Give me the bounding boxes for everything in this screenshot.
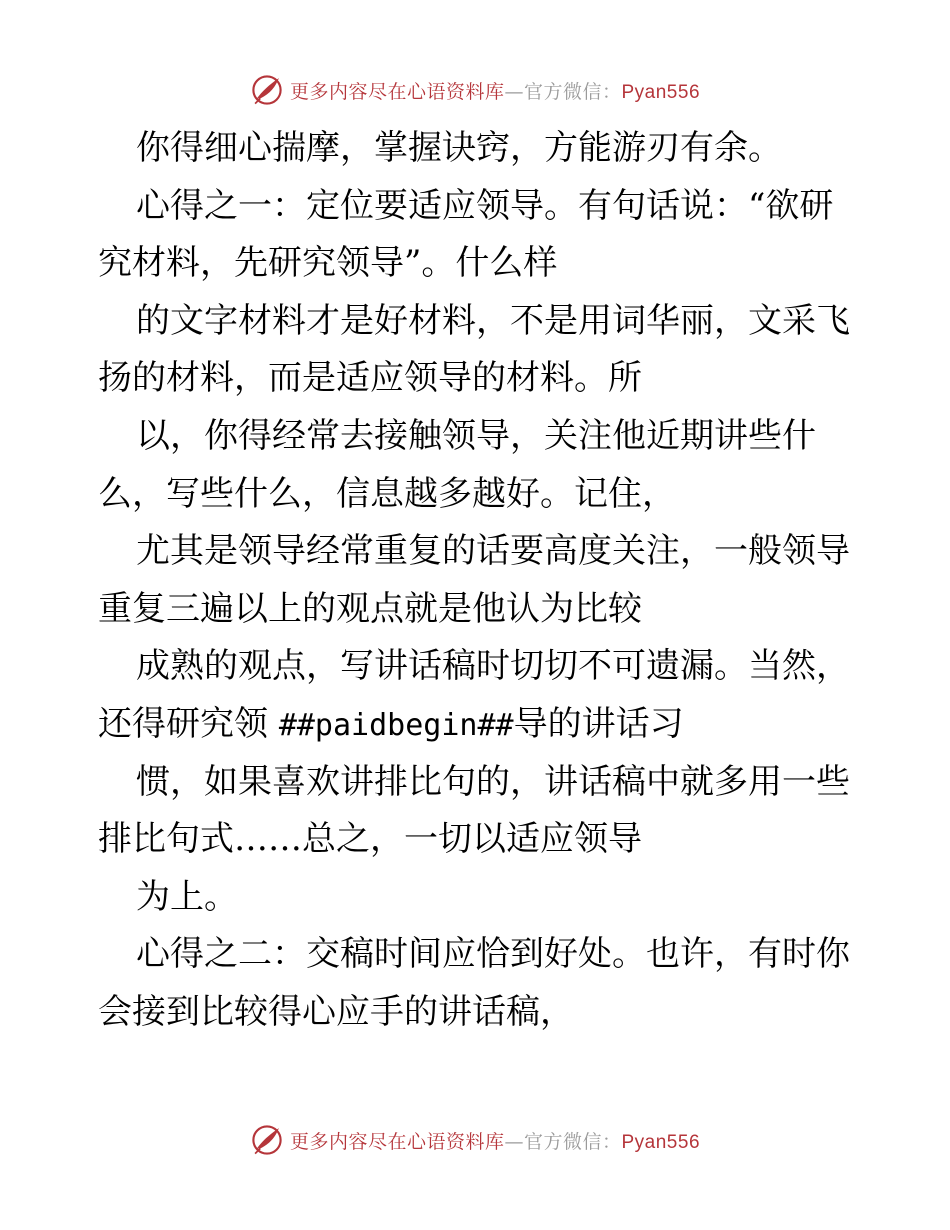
text-line: 惯，如果喜欢讲排比句的，讲话稿中就多用一些 <box>136 761 850 802</box>
text-line: 成熟的观点，写讲话稿时切切不可遗漏。当然， <box>136 646 850 687</box>
text-line: 你得细心揣摩，掌握诀窍，方能游刃有余。 <box>136 128 782 168</box>
footer-banner <box>0 1120 950 1160</box>
text-line: 为上。 <box>136 876 238 917</box>
header-banner <box>0 70 950 110</box>
quill-logo-icon <box>250 73 284 107</box>
text-line: 还得研究领 ##paidbegin##导的讲话习 <box>98 703 684 744</box>
header-text: 更多内容尽在心语资料库—官方微信：Pyan556 <box>289 80 701 103</box>
text-line: 心得之二：交稿时间应恰到好处。也许，有时你 <box>136 934 850 975</box>
quill-logo-icon <box>250 1123 284 1157</box>
document-body <box>98 120 858 1042</box>
text-line: 尤其是领导经常重复的话要高度关注，一般领导 <box>136 531 850 572</box>
text-line: 会接到比较得心应手的讲话稿， <box>98 991 574 1032</box>
text-line: 扬的材料，而是适应领导的材料。所 <box>98 358 642 399</box>
text-line: 的文字材料才是好材料，不是用词华丽，文采飞 <box>136 300 850 341</box>
footer-text: 更多内容尽在心语资料库—官方微信：Pyan556 <box>289 1130 701 1153</box>
paid-marker: ##paidbegin## <box>278 707 514 743</box>
text-line: 么，写些什么，信息越多越好。记住， <box>98 473 676 514</box>
text-line: 重复三遍以上的观点就是他认为比较 <box>98 588 642 629</box>
text-line: 究材料，先研究领导”。什么样 <box>98 243 558 284</box>
text-line: 排比句式……总之，一切以适应领导 <box>98 819 642 860</box>
text-line: 心得之一：定位要适应领导。有句话说：“欲研 <box>136 185 834 226</box>
text-line: 以，你得经常去接触领导，关注他近期讲些什 <box>136 415 816 456</box>
